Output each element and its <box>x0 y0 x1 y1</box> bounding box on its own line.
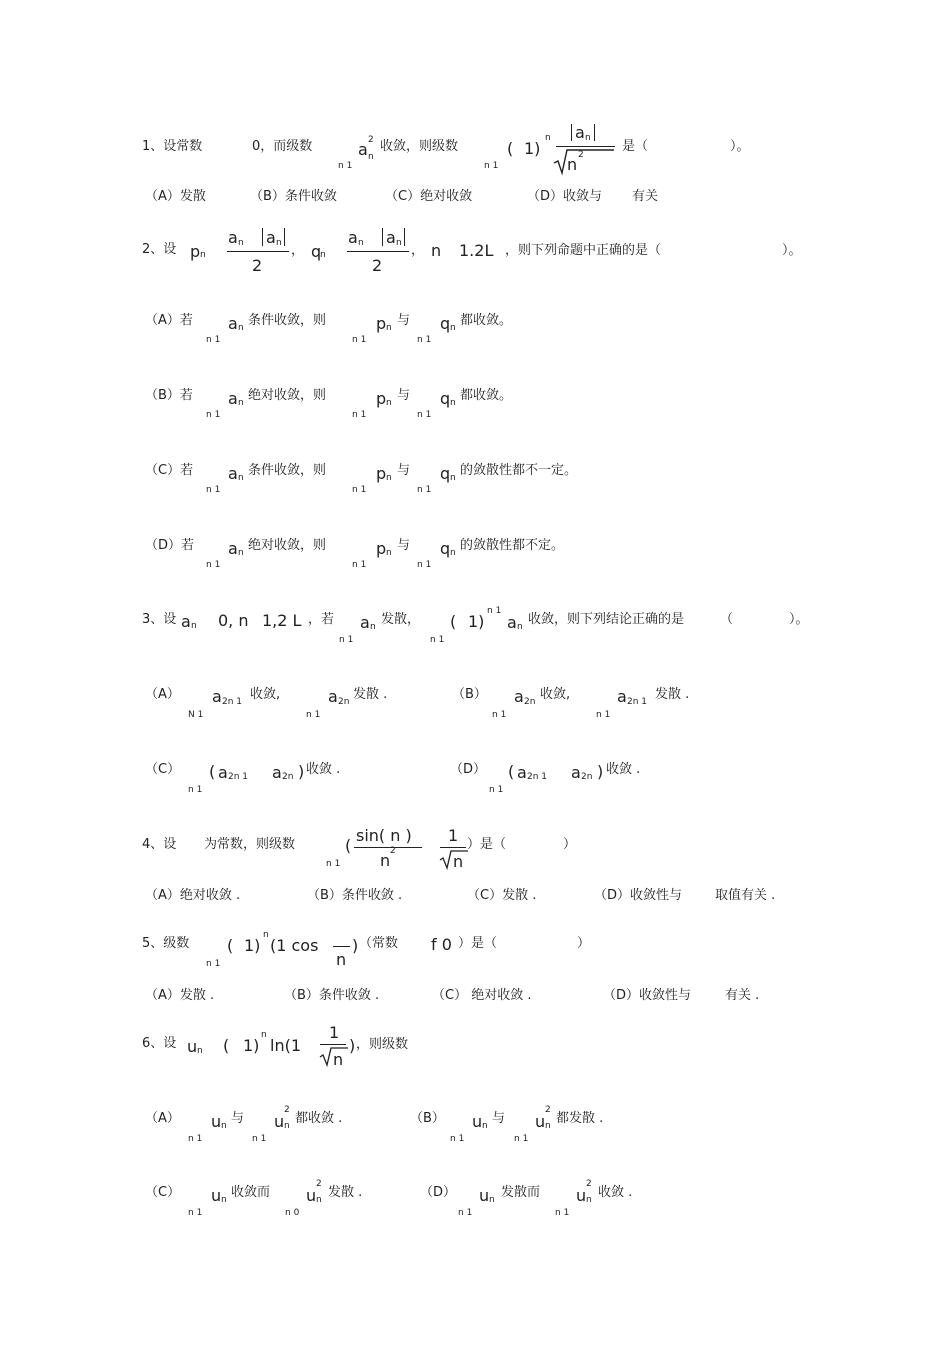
q3-a2n: a <box>328 687 338 706</box>
q3-a2n1-sub: 2n 1 <box>627 697 648 707</box>
q2-option-text: 绝对收敛，则 <box>248 388 327 403</box>
q5-expr: (1 cos <box>270 936 319 955</box>
q4-frac2-bar <box>440 847 466 848</box>
q1-stem-prefix: 1、设常数 <box>142 139 203 154</box>
q2-q-sub: n <box>450 323 456 333</box>
q2-f2-abs-left <box>382 228 383 246</box>
q5-option-b: （B）条件收敛 . <box>284 988 380 1003</box>
q2-sum-sub: n 1 <box>206 335 221 345</box>
q6-u-sub: n <box>316 1195 322 1205</box>
q6-u-sup: 2 <box>586 1179 592 1189</box>
q1-rad-n: n <box>567 155 578 174</box>
q3-a2n1-sub: 2n 1 <box>228 772 249 782</box>
q3-sup: n 1 <box>487 606 502 616</box>
q2-q: q <box>440 314 451 333</box>
q3-a-sub: n <box>191 621 197 631</box>
q1-fraction-bar <box>556 146 615 147</box>
q5-option-a: （A）发散 . <box>145 988 215 1003</box>
q3-stem-prefix: 3、设 <box>142 612 177 627</box>
q2-comma: ， <box>411 243 425 258</box>
q6-u: u <box>187 1037 198 1056</box>
q1-option-c: （C）绝对收敛 <box>385 189 473 204</box>
q6-u-sup: 2 <box>545 1105 551 1115</box>
q6-u: u <box>576 1186 587 1205</box>
q2-f2-abs-sub: n <box>396 238 402 248</box>
q2-option-text: 与 <box>397 313 411 328</box>
q1-abs-right <box>594 124 595 141</box>
q2-p: p <box>376 539 387 558</box>
q2-option-label: （A）若 <box>145 313 193 328</box>
q5-den-n: n <box>336 950 347 969</box>
q2-option-label: （D）若 <box>145 538 195 553</box>
q2-p: p <box>190 242 201 261</box>
q2-a: a <box>228 314 238 333</box>
q2-q-sub: n <box>450 398 456 408</box>
q5-paren: ( <box>227 936 234 955</box>
q3-a: a <box>507 613 517 632</box>
q1-option-a: （A）发散 <box>145 189 206 204</box>
q1-one: 1) <box>524 139 541 158</box>
q6-option-a-label: （A） <box>145 1111 180 1126</box>
q3-a2n1-sub: 2n 1 <box>222 697 243 707</box>
q6-sum-sub: n 1 <box>514 1134 529 1144</box>
q3-option-d-label: （D） <box>450 762 487 777</box>
q2-q-sub: n <box>320 250 326 260</box>
q2-f1-abs-right <box>284 228 285 246</box>
q2-sum-sub: n 1 <box>417 485 432 495</box>
q3-a2n: a <box>272 763 282 782</box>
q2-f1-abs-a: a <box>266 228 276 247</box>
q6-sum-sub: n 1 <box>188 1134 203 1144</box>
q2-sum-sub: n 1 <box>352 485 367 495</box>
q6-stem-prefix: 6、设 <box>142 1036 177 1051</box>
q5-f0: f 0 <box>431 935 452 954</box>
q6-option-text: 与 <box>492 1111 506 1126</box>
q2-a: a <box>228 539 238 558</box>
q2-p: p <box>376 464 387 483</box>
q6-sum-sub: n 1 <box>252 1134 267 1144</box>
q2-option-text: 都收敛。 <box>460 388 513 403</box>
q5-stem-part: （常数 <box>359 936 399 951</box>
q2-a-sub: n <box>238 473 244 483</box>
q6-option-b-label: （B） <box>410 1111 445 1126</box>
q6-u-sup: 2 <box>316 1179 322 1189</box>
q2-p-sub: n <box>386 323 392 333</box>
q6-u-sub: n <box>197 1046 203 1056</box>
q3-sum-sub: n 1 <box>306 710 321 720</box>
q5-one: 1) <box>244 936 261 955</box>
q3-a2n1: a <box>218 763 228 782</box>
q4-stem-part: 为常数，则级数 <box>204 837 296 852</box>
q6-rad-n: n <box>333 1050 344 1069</box>
q1-sum1-sub: n 1 <box>338 161 353 171</box>
q3-vals: 1,2 L <box>262 611 302 630</box>
q4-option-d-tail: 取值有关 . <box>715 888 776 903</box>
q6-sum-sub: n 1 <box>188 1208 203 1218</box>
q2-sum-sub: n 1 <box>417 560 432 570</box>
q6-option-text: 都收敛 . <box>295 1111 343 1126</box>
q3-option-a-label: （A） <box>145 687 180 702</box>
q3-sum1-sub: n 1 <box>339 635 354 645</box>
q3-option-text: 发散 . <box>353 687 388 702</box>
q6-u-sub: n <box>545 1121 551 1131</box>
q1-abs-left <box>571 124 572 141</box>
q3-sum-sub: N 1 <box>188 710 204 720</box>
q3-close: ) <box>298 762 305 781</box>
q6-option-text: 都发散 . <box>556 1111 604 1126</box>
q2-stem-prefix: 2、设 <box>142 242 177 257</box>
q2-option-label: （C）若 <box>145 463 194 478</box>
q6-u: u <box>535 1112 546 1131</box>
q2-a: a <box>228 464 238 483</box>
q6-u-sub: n <box>482 1121 488 1131</box>
q2-a-sub: n <box>238 398 244 408</box>
q1-paren: ( <box>507 139 514 158</box>
q6-paren: ( <box>223 1036 230 1055</box>
q3-stem-part: ，若 <box>308 612 335 627</box>
q3-a2n-sub: 2n <box>524 697 536 707</box>
q3-a2n: a <box>571 763 581 782</box>
q2-sum-sub: n 1 <box>206 560 221 570</box>
q2-f1-a: a <box>228 228 238 247</box>
q3-a2n: a <box>514 687 524 706</box>
q2-sum-sub: n 1 <box>352 410 367 420</box>
q6-option-text: 收敛 . <box>598 1185 633 1200</box>
q3-sum-sub: n 1 <box>492 710 507 720</box>
q5-option-d: （D）收敛性与 <box>603 988 692 1003</box>
q3-zero-n: 0, n <box>218 611 249 630</box>
q3-a2n1: a <box>617 687 627 706</box>
q6-sum-sub: n 1 <box>458 1208 473 1218</box>
q6-option-text: 发散 . <box>328 1185 363 1200</box>
q2-stem-part: ，则下列命题中正确的是（ <box>505 243 662 258</box>
q3-option-text: 收敛, <box>250 687 281 702</box>
q2-q: q <box>440 389 451 408</box>
q2-q: q <box>440 539 451 558</box>
q3-sum2-sub: n 1 <box>430 635 445 645</box>
q4-stem-end: ） <box>563 837 577 852</box>
q1-a-sup: 2 <box>368 135 374 145</box>
q1-stem-part: 收敛，则级数 <box>380 139 459 154</box>
q6-u: u <box>211 1112 222 1131</box>
q2-comma: ， <box>291 243 305 258</box>
q2-p-sub: n <box>386 548 392 558</box>
q4-stem-prefix: 4、设 <box>142 837 177 852</box>
q4-stem-part: ）是（ <box>467 837 507 852</box>
q6-sum-sub: n 1 <box>450 1134 465 1144</box>
q2-f1-abs-left <box>262 228 263 246</box>
q6-u-sub: n <box>284 1121 290 1131</box>
q6-u-sub: n <box>489 1195 495 1205</box>
q2-option-label: （B）若 <box>145 388 193 403</box>
q2-p-sub: n <box>386 398 392 408</box>
q2-a-sub: n <box>238 323 244 333</box>
q4-rad-n: n <box>453 852 464 871</box>
q5-sum-sub: n 1 <box>206 959 221 969</box>
q1-option-b: （B）条件收敛 <box>250 189 337 204</box>
q1-abs-sub: n <box>585 133 591 143</box>
q6-u: u <box>274 1112 285 1131</box>
q6-option-d-label: （D） <box>420 1185 457 1200</box>
q3-a2n-sub: 2n <box>581 772 593 782</box>
q5-option-d-tail: 有关 . <box>725 988 760 1003</box>
q5-sup-n: n <box>263 930 269 940</box>
q2-q-sub: n <box>450 548 456 558</box>
q3-paren: ( <box>450 612 457 631</box>
q4-sum-sub: n 1 <box>326 859 341 869</box>
q3-option-text: 收敛 . <box>306 762 341 777</box>
q3-sum-sub: n 1 <box>596 710 611 720</box>
q3-a: a <box>360 613 370 632</box>
q2-p: p <box>376 314 387 333</box>
q3-stem-part: 发散， <box>381 612 421 627</box>
q6-option-c-label: （C） <box>145 1185 181 1200</box>
q5-stem-part: ）是（ <box>458 936 498 951</box>
q6-sup-n: n <box>261 1030 267 1040</box>
q4-sin: sin( n ) <box>356 826 412 845</box>
q2-q-sub: n <box>450 473 456 483</box>
q1-sqrt-icon <box>554 149 614 175</box>
q1-abs-a: a <box>575 123 585 142</box>
q1-sum2-sub: n 1 <box>484 161 499 171</box>
q3-a2n-sub: 2n <box>282 772 294 782</box>
q2-p: p <box>376 389 387 408</box>
q4-option-a: （A）绝对收敛 . <box>145 888 241 903</box>
q6-one: 1) <box>243 1036 260 1055</box>
q6-sum-sub: n 0 <box>285 1208 300 1218</box>
q5-stem-end: ） <box>577 936 591 951</box>
q2-sum-sub: n 1 <box>417 410 432 420</box>
q2-f2-abs-a: a <box>386 228 396 247</box>
q3-open: ( <box>209 762 216 781</box>
q6-frac-bar <box>320 1044 346 1045</box>
q1-rad-sup: 2 <box>578 150 584 160</box>
q6-stem-part: ，则级数 <box>356 1037 409 1052</box>
q3-sum-sub: n 1 <box>489 785 504 795</box>
q2-f1-abs-sub: n <box>276 238 282 248</box>
q2-option-text: 与 <box>397 388 411 403</box>
q2-option-text: 都收敛。 <box>460 313 513 328</box>
q1-stem-part: 0，而级数 <box>252 139 313 154</box>
q3-a2n-sub: 2n <box>338 697 350 707</box>
q2-f2-a-sub: n <box>358 238 364 248</box>
q2-option-text: 的敛散性都不定。 <box>460 538 565 553</box>
q2-stem-end: ）。 <box>782 243 802 258</box>
q5-option-c: （C） 绝对收敛 . <box>432 988 532 1003</box>
q3-a2n1: a <box>212 687 222 706</box>
q2-a: a <box>228 389 238 408</box>
q2-option-text: 条件收敛，则 <box>248 313 327 328</box>
q4-option-c: （C）发散 . <box>467 888 537 903</box>
q5-close: ) <box>352 936 359 955</box>
q6-u-sub: n <box>221 1195 227 1205</box>
q2-f1-den: 2 <box>252 256 263 275</box>
q2-option-text: 的敛散性都不一定。 <box>460 463 578 478</box>
q3-a2n1: a <box>517 763 527 782</box>
q6-ln: ln(1 <box>270 1036 302 1055</box>
q6-u: u <box>306 1186 317 1205</box>
q1-a: a <box>358 140 368 159</box>
q2-sum-sub: n 1 <box>352 560 367 570</box>
q2-option-text: 与 <box>397 463 411 478</box>
q6-u: u <box>211 1186 222 1205</box>
q2-f1-a-sub: n <box>238 238 244 248</box>
q6-u: u <box>479 1186 490 1205</box>
q2-f1-bar <box>227 251 289 252</box>
q2-f2-a: a <box>348 228 358 247</box>
q3-option-text: 收敛, <box>540 687 571 702</box>
q6-u-sup: 2 <box>284 1105 290 1115</box>
q6-one-num: 1 <box>329 1023 340 1042</box>
q2-sum-sub: n 1 <box>206 485 221 495</box>
q6-u-sub: n <box>586 1195 592 1205</box>
q6-u: u <box>472 1112 483 1131</box>
q4-den-sup: 2 <box>390 846 396 856</box>
q3-a: a <box>181 612 191 631</box>
q6-close: ) <box>349 1036 356 1055</box>
q6-option-text: 收敛而 <box>231 1185 271 1200</box>
q2-p-sub: n <box>200 250 206 260</box>
q3-open: ( <box>508 762 515 781</box>
q1-stem-part: 是（ <box>622 139 649 154</box>
q4-den-n: n <box>380 851 391 870</box>
q4-option-b: （B）条件收敛 . <box>307 888 403 903</box>
q3-stem-part: （ <box>720 612 734 627</box>
q1-sup-n: n <box>545 133 551 143</box>
q2-vals: 1.2L <box>459 241 494 260</box>
q2-option-text: 绝对收敛，则 <box>248 538 327 553</box>
q3-stem-part: 收敛，则下列结论正确的是 <box>528 612 685 627</box>
q4-option-d: （D）收敛性与 <box>594 888 683 903</box>
q4-open: ( <box>345 836 352 855</box>
q2-p-sub: n <box>386 473 392 483</box>
q2-q: q <box>311 242 322 261</box>
q2-f2-bar <box>347 251 409 252</box>
q2-sum-sub: n 1 <box>206 410 221 420</box>
q6-u-sub: n <box>221 1121 227 1131</box>
q4-one: 1 <box>448 826 459 845</box>
q3-stem-end: ）。 <box>789 612 809 627</box>
q3-a-sub: n <box>370 622 376 632</box>
q5-frac-bar <box>333 946 350 947</box>
q6-option-text: 与 <box>231 1111 245 1126</box>
q4-frac1-bar <box>354 847 422 848</box>
q2-f2-abs-right <box>404 228 405 246</box>
q2-sum-sub: n 1 <box>417 335 432 345</box>
q3-option-text: 发散 . <box>655 687 690 702</box>
q3-a-sub: n <box>517 622 523 632</box>
q1-a-sub: n <box>368 152 374 162</box>
q3-sum-sub: n 1 <box>188 785 203 795</box>
q6-option-text: 发散而 <box>501 1185 541 1200</box>
q3-option-b-label: （B） <box>452 687 487 702</box>
q2-q: q <box>440 464 451 483</box>
q2-option-text: 条件收敛，则 <box>248 463 327 478</box>
q3-option-text: 收敛 . <box>606 762 641 777</box>
q1-stem-end: ）。 <box>730 139 750 154</box>
q3-option-c-label: （C） <box>145 762 181 777</box>
q1-option-d: （D）收敛与 <box>527 189 603 204</box>
q3-a2n1-sub: 2n 1 <box>527 772 548 782</box>
q1-option-d-tail: 有关 <box>632 189 659 204</box>
q3-one: 1) <box>468 612 485 631</box>
q2-f2-den: 2 <box>372 256 383 275</box>
q2-n: n <box>431 241 442 260</box>
q2-a-sub: n <box>238 548 244 558</box>
q6-sum-sub: n 1 <box>555 1208 570 1218</box>
q3-close: ) <box>597 762 604 781</box>
q2-sum-sub: n 1 <box>352 335 367 345</box>
q2-option-text: 与 <box>397 538 411 553</box>
q5-stem-prefix: 5、级数 <box>142 936 190 951</box>
